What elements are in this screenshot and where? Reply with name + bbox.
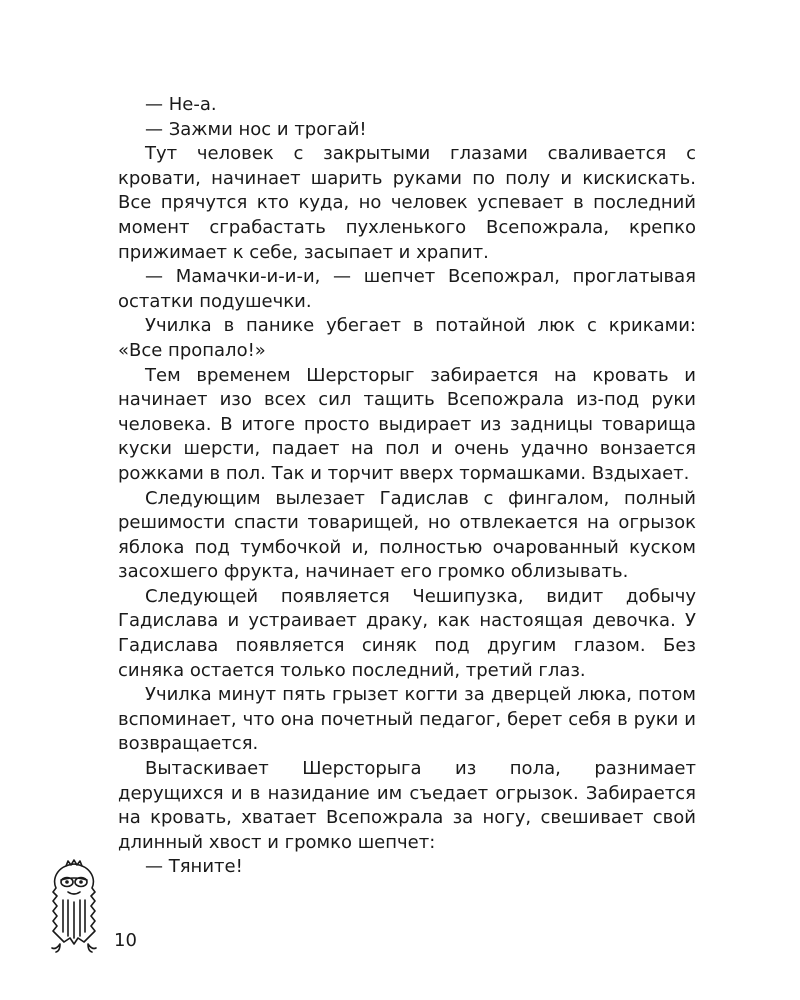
paragraph: Училка в панике убегает в потайной люк с криками: «Все пропало!»: [118, 315, 696, 361]
page-number: 10: [114, 930, 137, 951]
paragraph: — Тяните!: [145, 856, 243, 878]
furry-monster-icon: [44, 858, 104, 954]
paragraph: — Не-а.: [145, 94, 217, 115]
paragraph: Следующим вылезает Гадислав с фингалом, полный решимости спасти товарищей, но отвлекается на огрызок яблока под тумбочкой и, полностью очарованный куском засохшего фрукта, начинает его громко облизывать.: [118, 487, 696, 583]
paragraph: Вытаскивает Шерсторыга из пола, разнимает дерущихся и в назидание им съедает огрызок. Забирается на кровать, хватает Всепожрала за ногу, свешивает свой длинный хвост и громко шепчет:: [118, 758, 696, 853]
paragraph: Тут человек с закрытыми глазами сваливается с кровати, начинает шарить руками по полу и кискискать. Все прячутся кто куда, но человек успевает в последний момент сграбастать пухленького Всепожрала, крепко прижимает к себе, засыпает и храпит.: [118, 143, 696, 263]
paragraph: — Зажми нос и трогай!: [145, 118, 367, 140]
paragraph: Тем временем Шерсторыг забирается на кровать и начинает изо всех сил тащить Всепожрала из-под руки человека. В итоге просто выдирает из задницы товарища куски шерсти, падает на пол и очень удачно вонзается рожками в пол. Так и торчит вверх тормашками. Вздыхает.: [118, 364, 696, 484]
paragraph: Следующей появляется Чешипузка, видит добычу Гадислава и устраивает драку, как настоящая девочка. У Гадислава появляется синяк под другим глазом. Без синяка остается только последний, третий глаз.: [118, 585, 696, 681]
body-text: [118, 93, 696, 880]
paragraph: Училка минут пять грызет когти за дверцей люка, потом вспоминает, что она почетный педагог, берет себя в руки и возвращается.: [118, 684, 696, 755]
paragraph: — Мамачки-и-и-и, — шепчет Всепожрал, проглатывая остатки подушечки.: [118, 266, 696, 312]
